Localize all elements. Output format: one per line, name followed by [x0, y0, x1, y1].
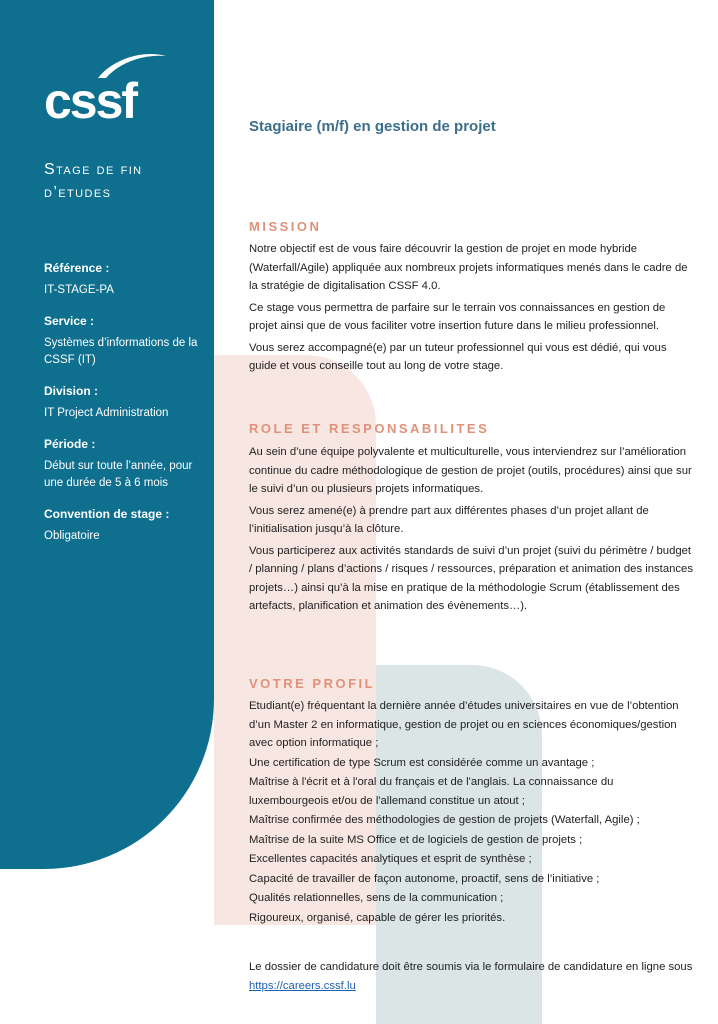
convention-value: Obligatoire [44, 530, 100, 542]
role-paragraph: Vous participerez aux activités standards de suivi d’un projet (suivi du périmètre / budget / planning / plans d’actions / risques / ressources, préparation et animation des instances projets…) ainsi qu’à la mise en pratique de la méthodologie Scrum (établissement des artefacts, planification et animation des évènements…). [249, 544, 693, 612]
application-text: Le dossier de candidature doit être soumis via le formulaire de candidature en ligne sous [249, 961, 693, 973]
mission-paragraph: Ce stage vous permettra de parfaire sur le terrain vos connaissances en gestion de projet ainsi que de vous faciliter votre insertion future dans le milieu professionnel. [249, 301, 666, 332]
profile-item: Maîtrise confirmée des méthodologies de gestion de projets (Waterfall, Agile) ; [249, 814, 640, 826]
reference-value: IT-STAGE-PA [44, 284, 114, 296]
profile-item: Une certification de type Scrum est considérée comme un avantage ; [249, 756, 595, 769]
division-value: IT Project Administration [44, 407, 169, 419]
profile-item: Rigoureux, organisé, capable de gérer les priorités. [249, 911, 506, 924]
profile-item: Etudiant(e) fréquentant la dernière année d’études universitaires en vue de l’obtention d’un Master 2 en informatique, gestion de projet ou en sciences économiques/gestion avec option informatique ; [249, 700, 679, 749]
division-label: Division : [44, 384, 99, 398]
stage-title: Stage de fin d’etudes [44, 161, 143, 201]
sidebar [0, 0, 214, 869]
role-paragraph: Au sein d’une équipe polyvalente et multiculturelle, vous interviendrez sur l’amélioration continue du cadre méthodologique de gestion de projet (outils, procédures) ainsi que sur le suivi d’un ou plusieurs projets informatiques. [249, 446, 692, 495]
profile-item: Maîtrise de la suite MS Office et de logiciels de gestion de projets ; [249, 833, 583, 846]
job-title: Stagiaire (m/f) en gestion de projet [249, 118, 496, 135]
info-list [44, 260, 204, 545]
period-label: Période : [44, 437, 96, 451]
profile-heading: VOTRE PROFIL [249, 676, 376, 691]
mission-section [249, 240, 694, 379]
convention-label: Convention de stage : [44, 507, 170, 521]
mission-paragraph: Notre objectif est de vous faire découvrir la gestion de projet en mode hybride (Waterfall/Agile) appliquée aux nombreux projets informatiques menés dans le cadre de la stratégie de digitalisation CSSF 4.0. [249, 243, 688, 292]
main-header [249, 118, 689, 135]
profile-item: Capacité de travailler de façon autonome, proactif, sens de l’initiative ; [249, 872, 600, 885]
role-heading: ROLE ET RESPONSABILITES [249, 421, 490, 436]
careers-link[interactable]: https://careers.cssf.lu [249, 979, 356, 992]
period-value: Début sur toute l’année, pour une durée de 5 à 6 mois [44, 460, 193, 489]
role-section [249, 443, 694, 619]
logo-text: cssf [44, 73, 137, 120]
service-label: Service : [44, 314, 95, 328]
application-note [249, 958, 694, 995]
profile-item: Excellentes capacités analytiques et esprit de synthèse ; [249, 853, 532, 865]
reference-label: Référence : [44, 261, 110, 275]
mission-heading: MISSION [249, 219, 322, 234]
cssf-logo [44, 48, 168, 120]
profile-item: Qualités relationnelles, sens de la communication ; [249, 892, 504, 904]
profile-item: Maîtrise à l'écrit et à l'oral du français et de l'anglais. La connaissance du luxembourgeois et/ou de l'allemand constitue un atout ; [249, 776, 614, 807]
role-paragraph: Vous serez amené(e) à prendre part aux différentes phases d’un projet allant de l’initialisation jusqu’à la clôture. [249, 504, 649, 535]
service-value: Systèmes d’informations de la CSSF (IT) [44, 337, 198, 366]
profile-section [249, 697, 694, 928]
mission-paragraph: Vous serez accompagné(e) par un tuteur professionnel qui vous est dédié, qui vous guide et vous conseille tout au long de votre stage. [249, 341, 667, 372]
